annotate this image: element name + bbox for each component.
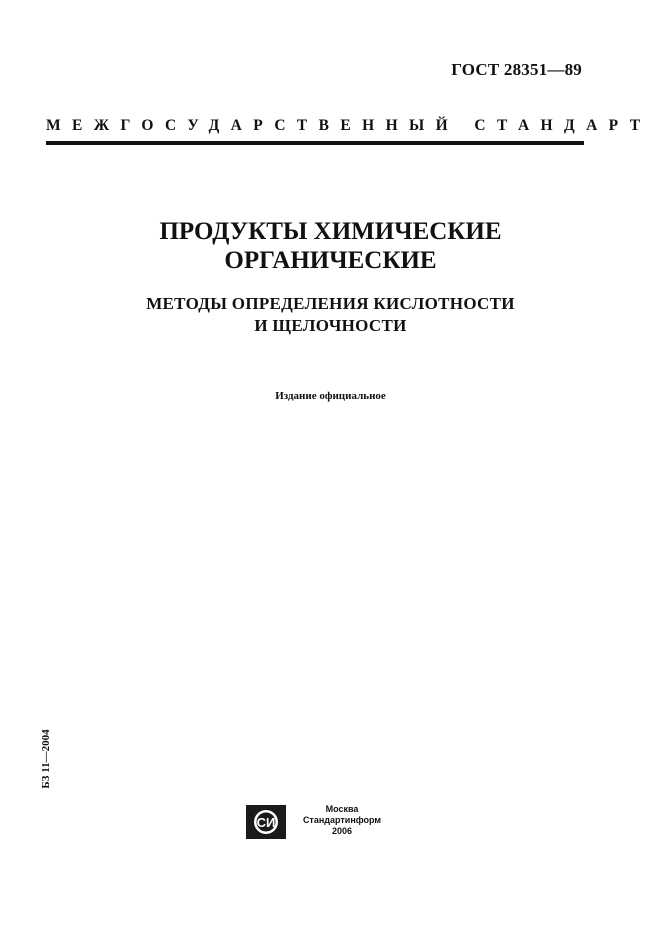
document-title-line-2: ОРГАНИЧЕСКИЕ — [224, 247, 437, 274]
publisher-city: Москва — [325, 804, 359, 814]
document-subtitle-line-2: И ЩЕЛОЧНОСТИ — [254, 316, 407, 335]
document-subtitle-line-1: МЕТОДЫ ОПРЕДЕЛЕНИЯ КИСЛОТНОСТИ — [146, 294, 515, 313]
title-block — [0, 217, 661, 337]
publisher-text — [288, 804, 396, 837]
side-mark-text: БЗ 11—2004 — [40, 729, 52, 789]
document-subtitle — [0, 293, 661, 337]
standard-type-heading: МЕЖГОСУДАРСТВЕННЫЙ СТАНДАРТ — [46, 117, 652, 134]
header-rule — [46, 141, 584, 145]
standartinform-logo-icon — [246, 805, 286, 839]
publisher-block — [246, 803, 396, 843]
document-title — [0, 217, 661, 275]
document-title-line-1: ПРОДУКТЫ ХИМИЧЕСКИЕ — [159, 218, 502, 245]
logo-lettering: СИ — [256, 815, 276, 830]
publisher-name: Стандартинформ — [302, 815, 382, 825]
edition-note: Издание официальное — [275, 390, 386, 402]
publisher-year: 2006 — [331, 826, 353, 836]
side-mark — [39, 728, 53, 790]
document-number: ГОСТ 28351—89 — [451, 60, 582, 79]
